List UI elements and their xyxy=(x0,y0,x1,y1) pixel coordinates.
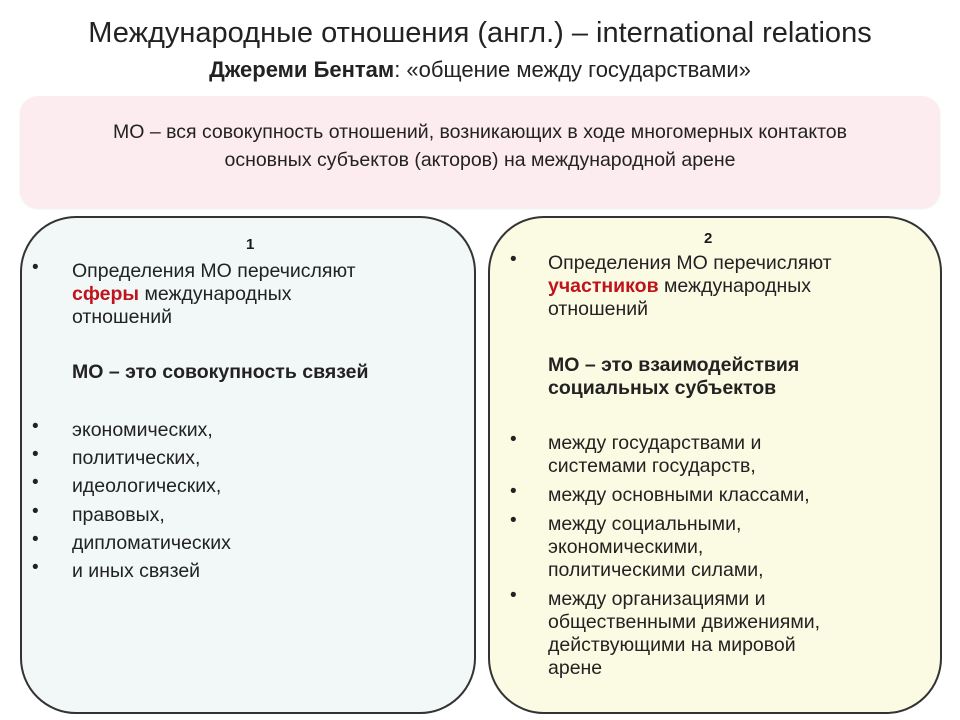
intro-line-3: отношений xyxy=(72,306,173,328)
list-item xyxy=(548,588,820,680)
panel-number: 2 xyxy=(704,230,713,247)
intro-line-3: отношений xyxy=(548,298,649,320)
list-item-line: общественными движениями, xyxy=(548,611,821,633)
highlight-participants: участников xyxy=(548,275,659,297)
list-item-line: между социальными, xyxy=(548,513,742,535)
intro-line-1: Определения МО перечисляют xyxy=(548,252,832,274)
list-item: идеологических, xyxy=(72,475,222,498)
heading-line-1: МО – это взаимодействия xyxy=(548,354,800,376)
page-subtitle xyxy=(0,56,960,84)
list-item-line: системами государств, xyxy=(548,455,756,477)
spheres-heading: МО – это совокупность связей xyxy=(72,361,369,383)
bullet-icon: • xyxy=(510,249,517,270)
bullet-icon: • xyxy=(510,481,517,502)
list-item-line: арене xyxy=(548,657,603,679)
subtitle-quote: : «общение между государствами» xyxy=(394,57,751,82)
bullet-icon: • xyxy=(32,444,39,466)
list-item xyxy=(548,432,761,478)
intro-line-2-rest: международных xyxy=(139,283,292,305)
bullet-icon: • xyxy=(510,585,517,606)
list-item xyxy=(548,484,810,507)
list-item-line: между государствами и xyxy=(548,432,762,454)
subtitle-author: Джереми Бентам xyxy=(209,57,395,82)
spheres-intro xyxy=(72,260,462,329)
list-item-line: политическими силами, xyxy=(548,559,764,581)
participants-intro xyxy=(548,252,928,321)
definition-box xyxy=(20,96,940,208)
bullet-icon: • xyxy=(32,257,39,278)
definition-text xyxy=(20,118,940,174)
bullet-icon: • xyxy=(32,528,39,550)
heading-line-2: социальных субъектов xyxy=(548,377,777,399)
list-item: и иных связей xyxy=(72,560,201,582)
participants-heading xyxy=(548,354,799,400)
intro-line-1: Определения МО перечисляют xyxy=(72,260,356,282)
bullet-icon: • xyxy=(510,429,517,450)
list-item xyxy=(548,513,764,582)
spheres-panel xyxy=(20,216,476,714)
participants-panel xyxy=(488,216,942,714)
list-item: экономических, xyxy=(72,419,213,441)
bullet-icon: • xyxy=(32,557,39,578)
page-title: Международные отношения (англ.) – international relations xyxy=(88,17,872,49)
intro-line-2 xyxy=(72,283,462,306)
list-item: политических, xyxy=(72,447,201,470)
list-item-line: экономическими, xyxy=(548,536,704,558)
bullet-icon: • xyxy=(32,500,39,522)
highlight-spheres: сферы xyxy=(72,283,140,305)
intro-line-2 xyxy=(548,275,928,298)
list-item-line: действующими на мировой xyxy=(548,634,796,656)
intro-line-2-rest: международных xyxy=(658,275,811,297)
bullet-icon: • xyxy=(32,416,39,437)
bullet-icon: • xyxy=(510,510,517,531)
list-item: дипломатических xyxy=(72,531,231,554)
list-item: правовых, xyxy=(72,503,165,526)
bullet-icon: • xyxy=(32,472,39,494)
list-item-line: между организациями и xyxy=(548,588,766,610)
definition-line-2: основных субъектов (акторов) на международной арене xyxy=(224,149,736,171)
panel-number: 1 xyxy=(246,236,255,253)
definition-line-1: МО – вся совокупность отношений, возникающих в ходе многомерных контактов xyxy=(113,121,847,143)
list-item-line: между основными классами, xyxy=(548,484,810,506)
